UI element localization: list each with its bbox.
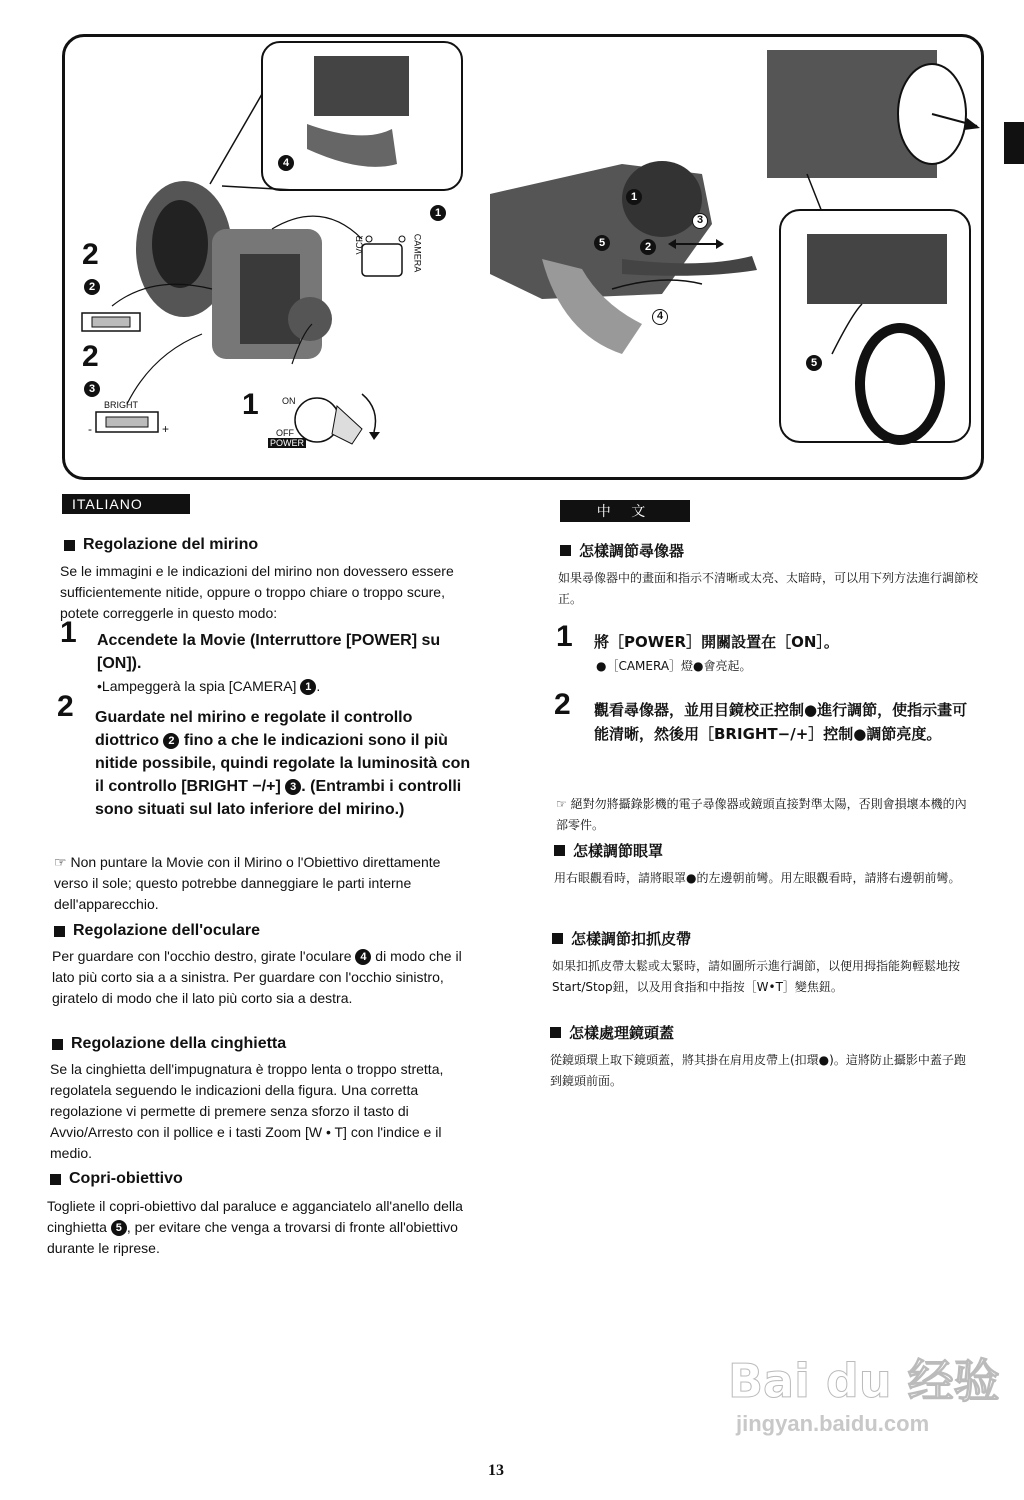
step-2-number: 2 xyxy=(57,690,74,723)
grip-callout-3: 3 xyxy=(692,212,708,230)
grip-callout-2: 2 xyxy=(640,238,656,256)
cn-step-1-sub: ●［CAMERA］燈●會亮起。 xyxy=(596,659,752,673)
cn-body-eyecup: 用右眼觀看時，請將眼罩●的左邊朝前彎。用左眼觀看時，請將右邊朝前彎。 xyxy=(554,871,961,885)
bright-plus: + xyxy=(162,422,170,436)
fig-step-1: 1 xyxy=(242,388,259,421)
lang-bar-italiano: ITALIANO xyxy=(62,494,190,514)
section-heading-cinghietta: Regolazione della cinghietta xyxy=(52,1035,286,1053)
cn-heading-strap: 怎樣調節扣抓皮帶 xyxy=(552,928,691,949)
section-body-oculare: Per guardare con l'occhio destro, girate l'oculare 4 di modo che il lato più corto sia a a sinistra. Per guardare con l'occhio sinistro, giratelo di modo che il lato più corto sia a destra. xyxy=(52,948,462,1006)
step-1-text: Accendete la Movie (Interruttore [POWER] su [ON]). xyxy=(97,632,441,672)
pointing-hand-icon: ☞ xyxy=(556,797,567,811)
cn-step-1-number: 1 xyxy=(556,620,573,653)
fig-callout-3: 3 xyxy=(84,380,100,398)
fig-callout-2: 2 xyxy=(84,278,100,296)
section-heading-copri: Copri-obiettivo xyxy=(50,1170,183,1188)
power-on-label: ON xyxy=(282,396,296,406)
grip-callout-1: 1 xyxy=(626,188,642,206)
cn-step-1-text: 將［POWER］開關設置在［ON］。 xyxy=(594,633,839,651)
viewfinder-detail xyxy=(314,56,409,116)
fig-callout-1: 1 xyxy=(430,204,446,222)
cn-heading-viewfinder: 怎樣調節尋像器 xyxy=(560,540,684,561)
baidu-watermark: Bai du 经验 jingyan.baidu.com xyxy=(728,1354,1000,1436)
bright-minus: - xyxy=(88,422,92,436)
section-body-copri: Toglietе il copri-obiettivo dal paraluce e agganciatelo all'anello della cinghietta 5 , per evitare che venga a trovarsi di fronte all'obiettivo durante le riprese. xyxy=(47,1198,463,1256)
section-heading-mirino: Regolazione del mirino xyxy=(64,536,258,554)
power-off-label: OFF xyxy=(276,428,294,438)
camera-label: CAMERA xyxy=(412,233,423,273)
power-dial xyxy=(295,398,339,442)
cn-body-lenscap: 從鏡頭環上取下鏡頭蓋，將其掛在肩用皮帶上(扣環●)。這將防止攝影中蓋子跑到鏡頭前面。 xyxy=(550,1053,966,1088)
section-body-cinghietta: Se la cinghietta dell'impugnatura è troppo lenta o troppo stretta, regolatela seguendo le indicazioni della figura. Una corretta regolazione vi permette di premere senza sforzo il tasto di Avvio/Arresto con il pollice e i tasti Zoom [W • T] con l'indice e il medio. xyxy=(50,1061,444,1161)
page-number: 13 xyxy=(488,1462,504,1479)
lens-callout-5: 5 xyxy=(806,354,822,372)
grip-callout-4: 4 xyxy=(652,308,668,326)
cn-body-strap: 如果扣抓皮帶太鬆或太緊時，請如圖所示進行調節，以便用拇指能夠輕鬆地按Start/Stop鈕，以及用食指和中指按［W•T］變焦鈕。 xyxy=(552,959,961,994)
warning-note-it: ☞ Non puntare la Movie con il Mirino o l'Obiettivo direttamente verso il sole; questo potrebbe danneggiare le parti interne dell'apparecchio. xyxy=(54,854,441,912)
fig-step-2a: 2 xyxy=(82,238,99,271)
section-body-mirino: Se le immagini e le indicazioni del mirino non dovessero essere sufficientemente nitide, oppure o troppo chiare o troppo scure, potete correggerle in questo modo: xyxy=(60,563,454,621)
lang-bar-chinese: 中 文 xyxy=(560,500,690,522)
pointing-hand-icon: ☞ xyxy=(54,854,67,870)
cn-body-viewfinder: 如果尋像器中的畫面和指示不清晰或太亮、太暗時，可以用下列方法進行調節校正。 xyxy=(558,571,979,606)
cn-heading-eyecup: 怎樣調節眼罩 xyxy=(554,840,663,861)
cn-step-2-text: 觀看尋像器，並用目鏡校正控制●進行調節，使指示畫可能清晰，然後用［BRIGHT−/+］控制●調節亮度。 xyxy=(594,701,968,743)
camera-illustration xyxy=(62,34,984,480)
step-1-number: 1 xyxy=(60,616,77,649)
step-2-text: Guardate nel mirino e regolate il controllo diottrico 2 fino a che le indicazioni sono il più nitide possibile, quindi regolate la luminosità con il controllo [BRIGHT −/+] 3 . (Entrambi i controlli sono situati sul lato inferiore del mirino.) xyxy=(95,709,471,818)
bright-label: BRIGHT xyxy=(104,400,139,410)
cn-step-2-number: 2 xyxy=(554,688,571,721)
grip-callout-5: 5 xyxy=(594,234,610,252)
cn-warning-note: ☞ 絕對勿將攝錄影機的電子尋像器或鏡頭直接對準太陽，否則會損壞本機的內部零件。 xyxy=(556,797,967,832)
cn-heading-lenscap: 怎樣處理鏡頭蓋 xyxy=(550,1022,674,1043)
power-label: POWER xyxy=(270,438,305,448)
fig-callout-4: 4 xyxy=(278,154,294,172)
vcr-label: VCR xyxy=(354,235,365,255)
step-1-sub: •Lampeggerà la spia [CAMERA] 1 . xyxy=(97,678,321,694)
fig-step-2b: 2 xyxy=(82,340,99,373)
section-heading-oculare: Regolazione dell'oculare xyxy=(54,922,260,940)
page-edge-tab xyxy=(1004,122,1024,164)
